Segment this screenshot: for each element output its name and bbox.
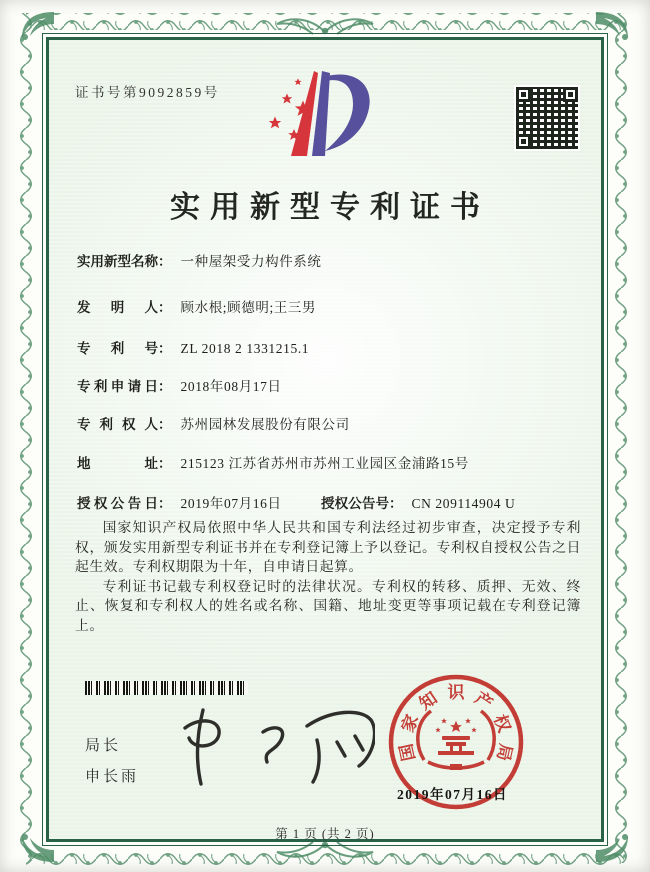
field-colon: ： bbox=[158, 456, 172, 471]
field-colon: ： bbox=[158, 379, 172, 394]
field-colon: ： bbox=[158, 300, 172, 315]
field-colon: ： bbox=[389, 496, 403, 511]
svg-text:产: 产 bbox=[471, 688, 497, 714]
qr-finder-icon bbox=[516, 87, 531, 102]
svg-text:知: 知 bbox=[415, 688, 441, 714]
field-colon: ： bbox=[158, 417, 172, 432]
field-row-filing-date bbox=[77, 375, 282, 395]
field-colon: ： bbox=[158, 341, 172, 356]
qr-finder-icon bbox=[563, 87, 578, 102]
field-row-inventors bbox=[77, 296, 316, 316]
legal-paragraph: 国家知识产权局依照中华人民共和国专利法经过初步审查，决定授予专利权，颁发实用新型专利证书并在专利登记簿上予以登记。专利权自授权公告之日起生效。专利权期限为十年，自申请日起算。 bbox=[75, 520, 581, 575]
field-row-patent-number bbox=[77, 337, 309, 357]
field-row-grant bbox=[77, 492, 516, 512]
field-label: 授权公告日 bbox=[77, 496, 158, 511]
field-row-address bbox=[77, 452, 469, 472]
signer-name: 申长雨 bbox=[85, 769, 140, 785]
signer-title: 局长 bbox=[85, 738, 122, 754]
field-value: 顾水根;顾德明;王三男 bbox=[180, 300, 317, 315]
certificate-title: 实用新型专利证书 bbox=[170, 191, 490, 224]
svg-text:局: 局 bbox=[493, 742, 516, 763]
qr-modules bbox=[516, 87, 578, 149]
page-footer: 第 1 页 (共 2 页) bbox=[275, 827, 375, 841]
qr-code bbox=[514, 85, 580, 151]
certificate-body bbox=[46, 37, 604, 842]
svg-text:权: 权 bbox=[489, 712, 514, 735]
field-label: 专利号 bbox=[77, 341, 158, 356]
field-label: 授权公告号 bbox=[321, 496, 389, 511]
field-row-name bbox=[77, 250, 322, 270]
grant-number-group bbox=[321, 492, 515, 512]
certificate-number: 证书号第9092859号 bbox=[75, 85, 220, 100]
field-label: 专利权人 bbox=[77, 417, 158, 432]
field-label: 地址 bbox=[77, 456, 158, 471]
field-value: 苏州园林发展股份有限公司 bbox=[180, 417, 350, 432]
svg-text:国: 国 bbox=[396, 742, 419, 763]
seal-date: 2019年07月16日 bbox=[397, 787, 508, 802]
field-value: CN 209114904 U bbox=[411, 496, 516, 511]
field-label: 发明人 bbox=[77, 300, 158, 315]
field-colon: ： bbox=[158, 254, 172, 269]
field-colon: ： bbox=[158, 496, 172, 511]
field-value: 2019年07月16日 bbox=[180, 496, 282, 511]
field-value: 一种屋架受力构件系统 bbox=[180, 254, 322, 269]
field-value: ZL 2018 2 1331215.1 bbox=[180, 341, 310, 356]
barcode bbox=[85, 681, 248, 695]
field-value: 2018年08月17日 bbox=[180, 379, 282, 394]
director-signature bbox=[175, 698, 375, 798]
legal-paragraph: 专利证书记载专利权登记时的法律状况。专利权的转移、质押、无效、终止、恢复和专利权人的姓名或名称、国籍、地址变更等事项记载在专利登记簿上。 bbox=[75, 578, 581, 633]
legal-text bbox=[75, 518, 581, 636]
field-value: 215123 江苏省苏州市苏州工业园区金浦路15号 bbox=[180, 456, 469, 471]
field-row-patentee bbox=[77, 413, 350, 433]
svg-text:识: 识 bbox=[447, 683, 465, 702]
field-label: 实用新型名称 bbox=[77, 254, 158, 269]
svg-text:家: 家 bbox=[398, 712, 423, 735]
national-emblem-icon bbox=[418, 711, 494, 770]
qr-finder-icon bbox=[516, 134, 531, 149]
signer-block bbox=[85, 731, 139, 793]
field-label: 专利申请日 bbox=[77, 379, 158, 394]
cnipa-logo-icon bbox=[267, 68, 373, 160]
